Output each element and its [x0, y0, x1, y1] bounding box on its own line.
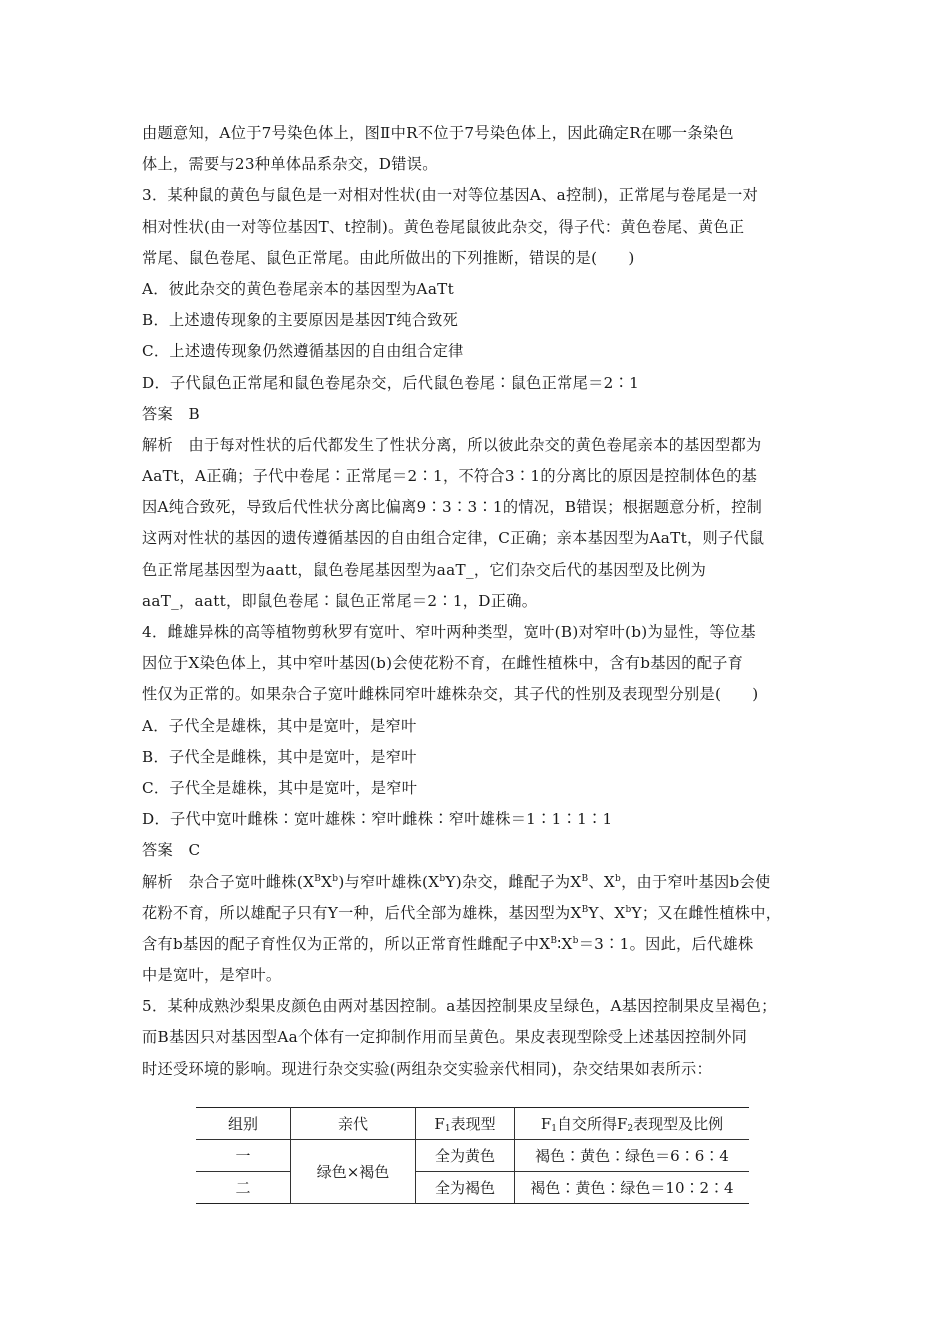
- cell-parents: 绿色×褐色: [291, 1140, 416, 1204]
- cell-f1: 全为黄色: [416, 1140, 515, 1172]
- question-4-analysis: 花粉不育，所以雄配子只有Y一种，后代全部为雄株，基因型为$X^BY$、$X^bY$；又在雌性植株中，: [142, 903, 782, 922]
- cell-f2: 褐色∶黄色∶绿色＝6∶6∶4: [515, 1140, 750, 1172]
- question-3-analysis: AaTt，A正确；子代中卷尾∶正常尾＝2∶1，不符合3∶1的分离比的原因是控制体色的基: [142, 467, 758, 486]
- question-3-analysis: 解析 由于每对性状的后代都发生了性状分离，所以彼此杂交的黄色卷尾亲本的基因型都为: [142, 435, 762, 454]
- cell-group: 二: [196, 1172, 291, 1204]
- text-line: 体上，需要与23种单体品系杂交，D错误。: [142, 155, 438, 174]
- table-row: [196, 1172, 749, 1204]
- question-3-analysis: aaT_，aatt，即鼠色卷尾∶鼠色正常尾＝2∶1，D正确。: [142, 591, 538, 610]
- results-table: [196, 1107, 749, 1204]
- question-4-answer: 答案 C: [142, 841, 201, 860]
- question-3-stem: 常尾、鼠色卷尾、鼠色正常尾。由此所做出的下列推断，错误的是( ): [142, 248, 635, 267]
- header-group: 组别: [196, 1108, 291, 1140]
- cell-group: 一: [196, 1140, 291, 1172]
- question-3-analysis: 因A纯合致死，导致后代性状分离比偏离9∶3∶3∶1的情况，B错误；根据题意分析，控制: [142, 498, 763, 517]
- text-line: 由题意知，A位于7号染色体上，图Ⅱ中R不位于7号染色体上，因此确定R在哪一条染色: [142, 124, 734, 142]
- document-body: [142, 118, 812, 1085]
- cell-f1: 全为褐色: [416, 1172, 515, 1204]
- table-row: [196, 1140, 749, 1172]
- question-4-option-a: A．子代全是雄株，其中是宽叶，是窄叶: [142, 716, 417, 735]
- question-4-option-c: C．子代全是雄株，其中是宽叶，是窄叶: [142, 778, 418, 797]
- question-3-option-b: B．上述遗传现象的主要原因是基因T纯合致死: [142, 311, 459, 330]
- header-parents: 亲代: [291, 1108, 416, 1140]
- question-4-option-d: D．子代中宽叶雌株∶宽叶雄株∶窄叶雌株∶窄叶雄株＝1∶1∶1∶1: [142, 810, 613, 829]
- question-4-analysis: 解析 杂合子宽叶雌株$(X^BX^b)$与窄叶雄株$(X^bY)$杂交，雌配子为$X^B$、$X^b$，由于窄叶基因b会使: [142, 872, 771, 891]
- question-4-stem: 4．雌雄异株的高等植物剪秋罗有宽叶、窄叶两种类型，宽叶(B)对窄叶(b)为显性，等位基: [142, 623, 756, 641]
- question-3-analysis: 色正常尾基因型为aatt，鼠色卷尾基因型为aaT_，它们杂交后代的基因型及比例为: [142, 560, 707, 579]
- question-3-analysis: 这两对性状的基因的遗传遵循基因的自由组合定律，C正确；亲本基因型为AaTt，则子代鼠: [142, 529, 765, 548]
- question-4-analysis: 含有b基因的配子育性仅为正常的，所以正常育性雌配子中$X^B∶X^b=3∶1$。因此，后代雄株: [142, 934, 754, 953]
- question-3-option-d: D．子代鼠色正常尾和鼠色卷尾杂交，后代鼠色卷尾∶鼠色正常尾＝2∶1: [142, 373, 640, 392]
- question-3-stem: 相对性状(由一对等位基因T、t控制)。黄色卷尾鼠彼此杂交，得子代：黄色卷尾、黄色正: [142, 217, 745, 236]
- header-f2-phenotype-ratio: $F_1$自交所得$F_2$表现型及比例: [515, 1108, 750, 1140]
- header-f1-phenotype: $F_1$表现型: [416, 1108, 515, 1140]
- question-4-analysis: 中是宽叶，是窄叶。: [142, 966, 282, 985]
- question-3-option-a: A．彼此杂交的黄色卷尾亲本的基因型为AaTt: [142, 279, 455, 298]
- cell-f2: 褐色∶黄色∶绿色＝10∶2∶4: [515, 1172, 750, 1204]
- question-5-stem: 时还受环境的影响。现进行杂交实验(两组杂交实验亲代相同)，杂交结果如表所示：: [142, 1059, 712, 1078]
- question-3-option-c: C．上述遗传现象仍然遵循基因的自由组合定律: [142, 342, 464, 361]
- table-header-row: [196, 1108, 749, 1140]
- question-4-option-b: B．子代全是雌株，其中是宽叶，是窄叶: [142, 747, 417, 766]
- question-5-stem: 而B基因只对基因型Aa个体有一定抑制作用而呈黄色。果皮表现型除受上述基因控制外同: [142, 1028, 748, 1047]
- question-5-stem: 5．某种成熟沙梨果皮颜色由两对基因控制。a基因控制果皮呈绿色，A基因控制果皮呈褐色；: [142, 997, 777, 1016]
- question-4-stem: 因位于X染色体上，其中窄叶基因(b)会使花粉不育，在雌性植株中，含有b基因的配子育: [142, 654, 744, 673]
- question-3-stem: 3．某种鼠的黄色与鼠色是一对相对性状(由一对等位基因A、a控制)，正常尾与卷尾是一对: [142, 186, 759, 205]
- question-3-answer: 答案 B: [142, 404, 200, 423]
- question-4-stem: 性仅为正常的。如果杂合子宽叶雌株同窄叶雄株杂交，其子代的性别及表现型分别是( ): [142, 685, 759, 704]
